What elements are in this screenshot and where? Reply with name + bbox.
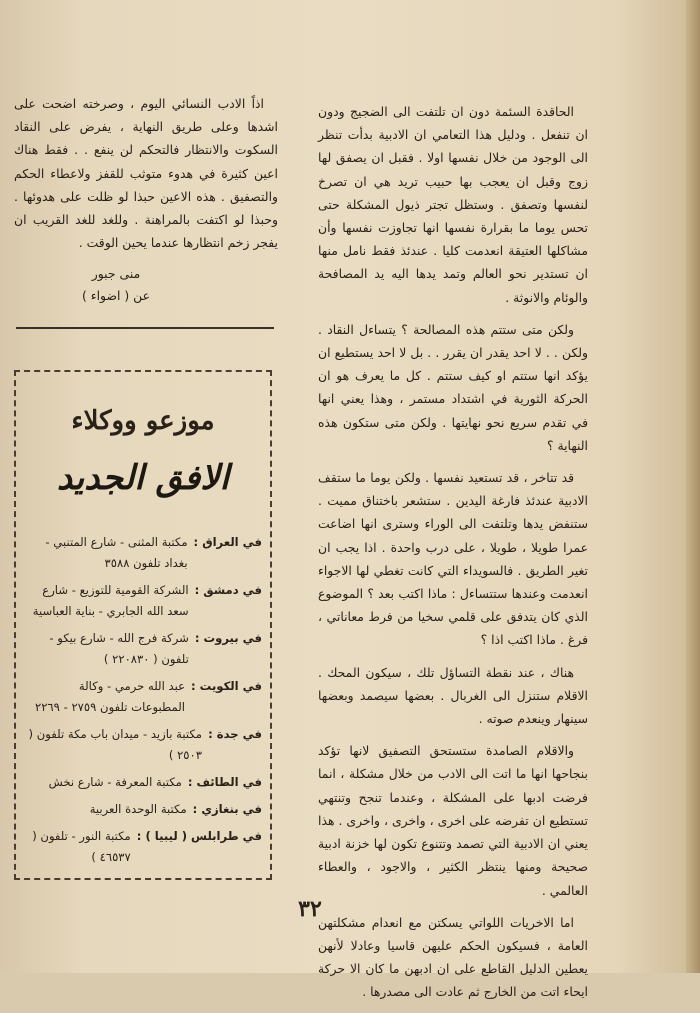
distributors-list [24,532,262,874]
distributor-city: في طرابلس ( ليبيا ) : [136,829,262,843]
distributor-entry [24,580,262,622]
distributor-city: في الكويت : [191,679,262,693]
distributor-city: في العراق : [193,535,262,549]
section-divider [16,327,274,329]
distributor-city: في جدة : [208,727,262,741]
page-number: ٣٢ [298,896,322,922]
distributor-details: شركة فرج الله - شارع بيكو - تلفون ( ٢٢٠٨٣٠ ) [49,631,189,666]
page-edge [686,0,700,973]
article-paragraph: ولكن متى ستتم هذه المصالحة ؟ يتساءل النقاد . ولكن . . لا احد يقدر ان يقرر . . بل لا احد يستطيع ان يؤكد انها ستتم او كيف ستتم . كل ما يعرف هو ان الحركة الثورية في اشتداد مستمر ، وهذا يعني انها في تقدم سريع نحو نهايتها . ولكن متى ستكون هذه النهاية ؟ [318,321,588,453]
article-paragraph: والاقلام الصامدة ستستحق التصفيق لانها تؤكد بنجاحها انها ما اتت الى الادب من خلال مشكلة ، انما فرضت ادبها على المشكلة ، وعندما تنجح وتنتهي تستطيع ان تفرضه على اخرى ، واخرى ، واخرى . هذا يعني ان الادبية التي تصمد وتتنوع تكون لها خزنة ادبية صحيحة ومنها ينتظر الكثير ، والاجود ، والعطاء العالمي . [318,743,588,898]
distributors-box [14,370,272,880]
distributor-city: في دمشق : [194,583,262,597]
distributor-city: في بنغازي : [192,802,262,816]
distributor-city: في الطائف : [187,775,262,789]
distributor-entry [24,772,262,793]
distributor-details: مكتبة الوحدة العربية [89,802,187,816]
article-paragraph: هناك ، عند نقطة التساؤل تلك ، سيكون المحك . الاقلام ستنزل الى الغربال . بعضها سيصمد وبعضها سينهار وينعدم صوته . [318,664,588,727]
article-paragraph: اذاً الادب النسائي اليوم ، وصرخته اضحت على اشدها وعلى طريق النهاية ، يفرض على النقاد السكوت والانتظار فالتحكم لن ينفع . . فقط هناك اعين كثيرة في هدوء متوثب للقفز ولاعطاء الحكم والتصفيق . هذه الاعين حبذا لو ظلت على هدوئها . وحبذا لو اكتفت بالمراهنة . وللغد للغد القريب ان يفجر زخم انتظارها عندما يحين الوقت . [14,96,278,251]
distributor-details: مكتبة النور - تلفون ( ٤٦٥٣٧ ) [32,829,131,864]
magazine-logo: الافق الجديد [56,458,230,498]
distributor-details: مكتبة المثنى - شارع المتنبي - بغداد تلفون ٣٥٨٨ [45,535,188,570]
distributor-entry [24,532,262,574]
source-credit: عن ( اضواء ) [82,288,150,304]
article-column-right [318,100,588,1013]
distributor-entry [24,676,262,718]
distributor-details: مكتبة المعرفة - شارع نخش [48,775,182,789]
distributor-entry [24,724,262,766]
distributor-entry [24,628,262,670]
distributor-details: الشركة القومية للتوزيع - شارع سعد الله الجابري - بناية العباسية [32,583,189,618]
author-name: منى جبور [91,266,141,282]
article-paragraph: قد تتاخر ، قد تستعيد نفسها . ولكن يوما ما ستقف الادبية عندئذ فارغة اليدين . ستشعر باختناق مميت . ستنفض يدها وتلتفت الى الوراء وسترى انها اضاعت عمرا طويلا ، طويلا ، على درب واحدة . اذا يجب ان تغير الطريق . فالسويداء التي كانت تغطي لها الاجواء انعدمت وعندها ستتساءل : ماذا اكتب بعد ؟ الموضوع الذي كان يتدفق على قلمي سخيا من فرط معاناتي ، فرغ . ماذا اكتب اذا ؟ [318,470,588,648]
distributor-entry [24,799,262,820]
distributor-details: عبد الله حرمي - وكالة المطبوعات تلفون ٢٧٥٩ - ٢٢٦٩ [34,679,185,714]
distributor-city: في بيروت : [194,631,262,645]
article-paragraph: الحاقدة السئمة دون ان تلتفت الى الضجيج ودون ان تنفعل . ودليل هذا التعامي ان الادبية بدأت تنظر الى الوجود من خلال نفسها اولا . فقبل ان يصفق لها زوج وقبل ان يعجب بها حبيب تريد هي ان تصرخ لنفسها وتصفق . وستظل تجتر ذيول المشكلة حتى تحس يوما ما بقرارة نفسها انها تجاوزت نفسها وأن مشاكلها العتيقة انعدمت كليا . عندئذ فقط نامل منها ان تستدير نحو العالم وتمد يدها اليه يد المصافحة والوئام والانوثة . [318,104,588,305]
distributor-details: مكتبة بازيد - ميدان باب مكة تلفون ( ٢٥٠٣ ) [28,727,202,762]
distributors-title: موزعو ووكلاء [71,406,215,436]
article-column-left [14,92,278,307]
article-paragraph: اما الاخريات اللواتي يسكتن مع انعدام مشكلتهن العامة ، فسيكون الحكم عليهن قاسيا وعادلا لأنهن يعطين الدليل القاطع على ان ادبهن ما كان الا حركة ايحاء اتت من الخارج ثم عادت الى مصدرها . [318,914,588,1000]
distributor-entry [24,826,262,868]
